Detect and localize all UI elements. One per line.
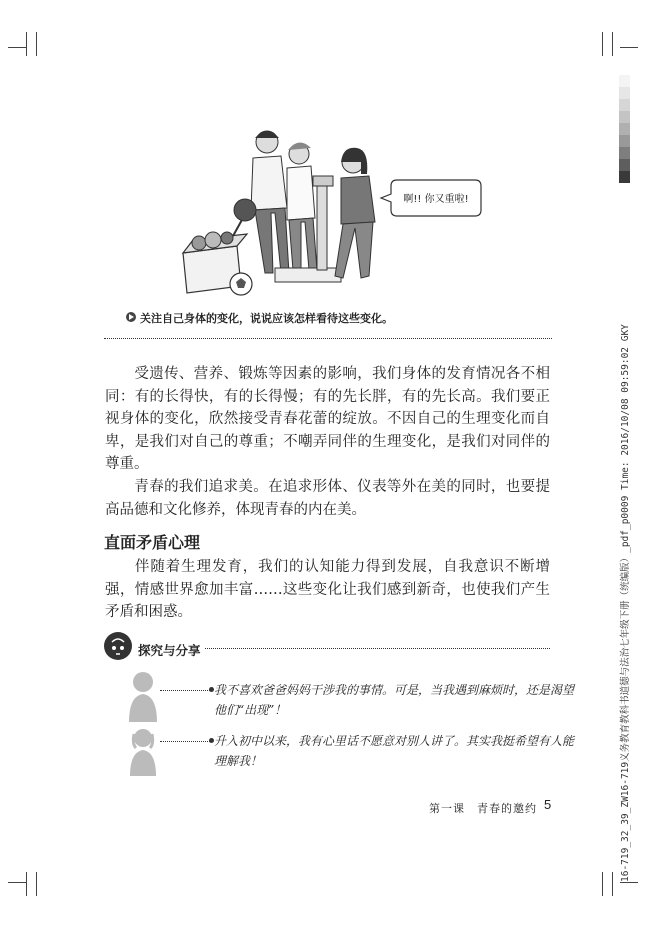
explore-share-icon [102, 630, 134, 662]
quote-2-leader [160, 741, 210, 742]
boy-silhouette-icon [126, 670, 160, 722]
boy-with-basketball-figure [234, 131, 289, 273]
caption-divider [104, 338, 552, 339]
paragraph-3 [105, 556, 550, 624]
explore-share-label: 探究与分享 [138, 643, 201, 658]
speech-bubble [381, 180, 481, 216]
girl-silhouette-icon [126, 726, 160, 776]
illustration-teens-weighing-scale [175, 118, 495, 303]
paragraph-2 [105, 476, 550, 521]
soccer-ball-icon [230, 273, 252, 295]
quote-1: 我不喜欢爸爸妈妈干涉我的事情。可是，当我遇到麻烦时，还是渴望他们“出现”！ [214, 683, 575, 717]
page-number: 5 [544, 797, 552, 812]
caption-bullet-icon [126, 312, 136, 322]
illustration-caption: 关注自己身体的变化，说说应该怎样看待这些变化。 [140, 312, 393, 325]
paragraph-3-text: 伴随着生理发育，我们的认知能力得到发展，自我意识不断增强，情感世界愈加丰富……这些变化让我们感到新奇，也使我们产生矛盾和困惑。 [105, 559, 550, 620]
girl-figure [335, 148, 375, 278]
paragraph-1 [105, 363, 550, 476]
quote-2: 升入初中以来，我有心里话不愿意对别人讲了。其实我挺希望有人能理解我！ [214, 734, 575, 768]
paragraph-1-text: 受遗传、营养、锻炼等因素的影响，我们身体的发育情况各不相同：有的长得快，有的长得慢；有的先长胖，有的先长高。我们要正视身体的变化，欣然接受青春花蕾的绽放。不因自己的生理变化而自卑，是我们对自己的尊重；不嘲弄同伴的生理变化，是我们对同伴的尊重。 [105, 366, 550, 472]
margin-print-code: 16-719_32_39_ZW16-719义务教育教科书道德与法治七年级下册（统编版）_pdf_p0009 Time: 2016/10/08 09:59:02 GKY [620, 324, 631, 882]
section-heading: 直面矛盾心理 [104, 533, 201, 552]
quote-1-leader [160, 690, 210, 691]
paragraph-2-text: 青春的我们追求美。在追求形体、仪表等外在美的同时，也要提高品德和文化修养，体现青春的内在美。 [105, 479, 550, 518]
speech-bubble-text: 啊!! 你又重啦! [403, 194, 469, 205]
footer-chapter: 第一课 青春的邀约 [429, 802, 537, 815]
explore-divider [205, 648, 550, 649]
boy-on-scale-figure [287, 142, 317, 270]
